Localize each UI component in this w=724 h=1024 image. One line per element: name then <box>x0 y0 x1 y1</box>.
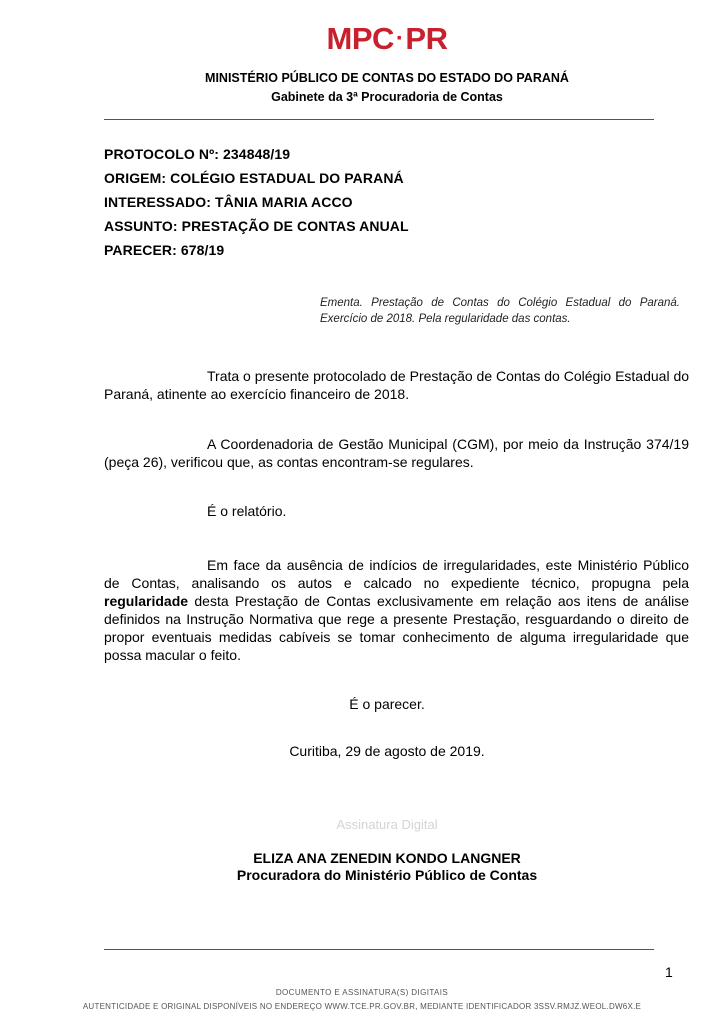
header-divider <box>104 119 654 120</box>
logo-text-mpc: MPC <box>326 21 394 56</box>
page-number: 1 <box>665 964 673 980</box>
meta-interessado: INTERESSADO: TÂNIA MARIA ACCO <box>104 194 353 210</box>
mpc-pr-logo <box>0 20 724 58</box>
institution-title: MINISTÉRIO PÚBLICO DE CONTAS DO ESTADO DO PARANÁ <box>205 71 569 85</box>
paragraph-3: É o relatório. <box>207 503 287 519</box>
closing-line: É o parecer. <box>349 696 425 712</box>
meta-protocolo: PROTOCOLO Nº: 234848/19 <box>104 146 291 162</box>
meta-origem: ORIGEM: COLÉGIO ESTADUAL DO PARANÁ <box>104 170 404 186</box>
place-date: Curitiba, 29 de agosto de 2019. <box>289 743 485 759</box>
paragraph-4-start: Em face da ausência de indícios de irregularidades, este Ministério Público de Contas, analisando os autos e calcado no expediente técnico, propugna pela <box>104 557 689 591</box>
ementa: Ementa. Prestação de Contas do Colégio Estadual do Paraná. Exercício de 2018. Pela regularidade das contas. <box>320 297 680 325</box>
signature-watermark: Assinatura Digital <box>336 817 438 832</box>
logo-dot: · <box>395 25 404 52</box>
footer-digital-docs: DOCUMENTO E ASSINATURA(S) DIGITAIS <box>275 988 449 997</box>
paragraph-4-bold: regularidade <box>104 593 189 609</box>
logo-text-pr: PR <box>405 21 448 56</box>
footer-authenticity: AUTENTICIDADE E ORIGINAL DISPONÍVEIS NO ENDEREÇO WWW.TCE.PR.GOV.BR, MEDIANTE IDENTIFICADOR 3SSV.RMJZ.WEOL.DW6X.E <box>82 1002 642 1011</box>
signatory-name: ELIZA ANA ZENEDIN KONDO LANGNER <box>253 850 521 866</box>
meta-parecer: PARECER: 678/19 <box>104 242 225 258</box>
office-subtitle: Gabinete da 3ª Procuradoria de Contas <box>271 90 503 104</box>
signatory-role: Procuradora do Ministério Público de Contas <box>236 867 538 883</box>
paragraph-1: Trata o presente protocolado de Prestação de Contas do Colégio Estadual do Paraná, atinente ao exercício financeiro de 2018. <box>104 368 690 402</box>
paragraph-4-end: desta Prestação de Contas exclusivamente em relação aos itens de análise definidos na Instrução Normativa que rege a presente Prestação, resguardando o direito de propor eventuais medidas cabíveis se tomar conhecimento de alguma irregularidade que possa macular o feito. <box>104 593 689 663</box>
footer-divider <box>104 949 654 950</box>
paragraph-2: A Coordenadoria de Gestão Municipal (CGM), por meio da Instrução 374/19 (peça 26), verificou que, as contas encontram-se regulares. <box>104 436 689 470</box>
paragraph-4 <box>104 556 689 664</box>
meta-assunto: ASSUNTO: PRESTAÇÃO DE CONTAS ANUAL <box>104 218 409 234</box>
